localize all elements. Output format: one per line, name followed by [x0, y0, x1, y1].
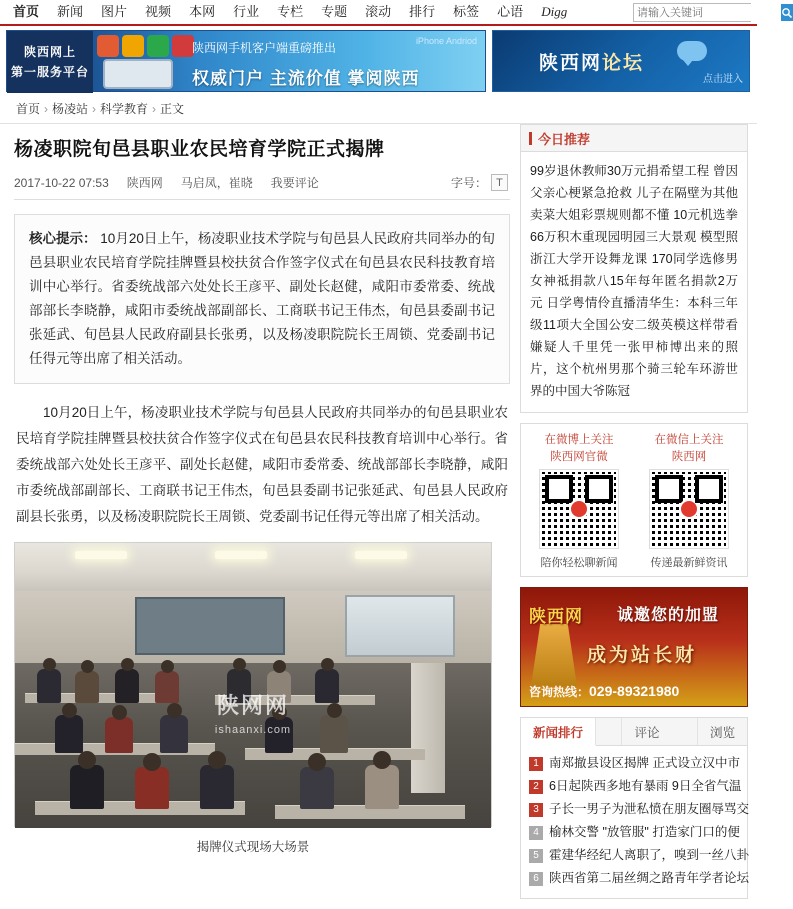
- app-icon-4: [172, 35, 194, 57]
- article-source: 陕西网: [126, 176, 163, 190]
- app-icons: [97, 35, 194, 57]
- photo-person-head-14: [143, 753, 161, 771]
- app-icon-2: [122, 35, 144, 57]
- article-summary: [14, 214, 510, 384]
- list-item[interactable]: [529, 867, 750, 890]
- ad-brand: 陕西网: [529, 607, 583, 626]
- search-input[interactable]: [634, 4, 781, 21]
- photo-person-10: [160, 715, 188, 753]
- photo-person-9: [105, 717, 133, 753]
- rank-number: 2: [529, 780, 543, 794]
- photo-light-1: [75, 551, 127, 559]
- photo-pillar: [411, 663, 445, 793]
- app-icon-3: [147, 35, 169, 57]
- follow-us-panel: [520, 423, 748, 577]
- search-icon: [781, 7, 793, 19]
- rank-number: 5: [529, 849, 543, 863]
- qr-row: [527, 432, 741, 570]
- banner-big-text: 权威门户 主流价值 掌阅陕西: [192, 69, 420, 88]
- photo-person-head-8: [62, 703, 77, 718]
- tab-comments[interactable]: 评论: [621, 718, 671, 745]
- photo-person-head-17: [373, 751, 391, 769]
- banner-badge-line1: 陕西网上: [23, 45, 76, 59]
- photo-person-17: [365, 765, 399, 809]
- list-item[interactable]: [529, 821, 739, 844]
- photo-light-2: [215, 551, 267, 559]
- photo-watermark-url: ishaanxi.com: [214, 724, 292, 737]
- rank-text[interactable]: 霍建华经纪人离职了，嗅到一丝八卦: [549, 848, 750, 862]
- sidebar: [520, 124, 748, 909]
- tab-views[interactable]: 浏览: [697, 718, 747, 745]
- recommend-item-2[interactable]: 曾因父亲心梗紧急抢救: [530, 164, 738, 200]
- photo-person-head-15: [208, 751, 226, 769]
- app-icon-1: [97, 35, 119, 57]
- today-recommend-title: 今日推荐: [538, 131, 591, 147]
- summary-text: 10月20日上午，杨凌职业技术学院与旬邑县人民政府共同举办的旬邑县职业农民培育学院挂牌暨县校扶贫合作签字仪式在旬邑县农民科技教育培训中心举行。省委统战部六处处长王彦平、副处长赵健，咸阳市委常委、统战部部长李晓静，咸阳市委统战部副部长、工商联书记王伟杰，旬邑县委副书记张延武、旬邑县人民政府副县长张勇，以及杨凌职院院长王周锁、党委副书记任得元等出席了相关活动。: [29, 231, 495, 366]
- phone-mockup-icon: [103, 59, 173, 89]
- weibo-qr-column: [527, 432, 631, 570]
- breadcrumb-item-home[interactable]: 首页: [16, 102, 41, 116]
- photo-person-2: [75, 671, 99, 703]
- ad-phone: [529, 683, 679, 700]
- news-ranking-tabs: [521, 718, 747, 746]
- photo-person-head-6: [273, 660, 286, 673]
- ad-phone-label: 咨询热线：: [529, 685, 590, 699]
- nav-item-heartwords[interactable]: 心语: [497, 4, 524, 19]
- mobile-client-banner[interactable]: [6, 30, 486, 92]
- photo-person-head-9: [112, 705, 127, 720]
- photo-window: [345, 595, 455, 657]
- nav-item-industry[interactable]: 行业: [233, 4, 260, 19]
- recommend-item-1[interactable]: 99岁退休教师30万元捐希望工程: [530, 164, 710, 178]
- photo-light-3: [355, 551, 407, 559]
- top-navigation: [0, 0, 757, 26]
- page-title: 杨凌职院旬邑县职业农民培育学院正式揭牌: [14, 139, 385, 160]
- photo-person-8: [55, 715, 83, 753]
- rank-text[interactable]: 榆林交警 "放管服" 打造家门口的便: [549, 825, 740, 839]
- wechat-follow-head: 在微信上关注: [654, 434, 724, 446]
- rank-text[interactable]: 6日起陕西多地有暴雨 9日全省气温: [549, 779, 742, 793]
- article-photo-wrapper: [14, 542, 510, 859]
- join-us-ad[interactable]: [520, 587, 748, 707]
- photo-person-3: [115, 669, 139, 703]
- article-column: [6, 124, 510, 909]
- recommend-item-6[interactable]: 170同学选修男女神祗捐款八15年每年匿名捐款2万元: [530, 252, 738, 310]
- photo-person-13: [70, 765, 104, 809]
- photo-person-4: [155, 671, 179, 703]
- forum-title-main: 陕西网: [539, 53, 603, 74]
- nav-item-scroll[interactable]: 滚动: [365, 4, 392, 19]
- banner-badge: [7, 31, 93, 93]
- rank-number: 4: [529, 826, 543, 840]
- comment-link[interactable]: 我要评论: [270, 176, 319, 190]
- article-body-paragraph: 10月20日上午，杨凌职业技术学院与旬邑县人民政府共同举办的旬邑县职业农民培育学院挂牌暨县校扶贫合作签字仪式在旬邑县农民科技教育培训中心举行。省委统战部六处处长王彦平、副处长赵健，咸阳市委常委、统战部部长李晓静，咸阳市委统战部副部长、工商联书记王伟杰，旬邑县委副书记张延武、旬邑县人民政府副县长张勇，以及杨凌职院院长王周锁、党委副书记任得元等出席了相关活动。: [16, 405, 508, 524]
- nav-item-video[interactable]: 视频: [145, 4, 172, 19]
- search-button[interactable]: [781, 4, 793, 21]
- photo-person-head-5: [233, 658, 246, 671]
- article-authors: 马启凤，崔晓: [180, 176, 253, 190]
- banner-row: [0, 26, 757, 92]
- banner-text-line1: 陕西网手机客户端重磅推出: [192, 41, 337, 55]
- breadcrumb-sep-3: ›: [152, 102, 157, 116]
- breadcrumb-sep-2: ›: [92, 102, 97, 116]
- rank-text[interactable]: 陕西省第二届丝绸之路青年学者论坛: [549, 871, 750, 885]
- recommend-text-block: [530, 160, 738, 402]
- recommend-item-4[interactable]: 10元机选拳66万积木重现园明园三大景观: [530, 208, 738, 244]
- article-meta: [14, 174, 510, 200]
- photo-person-head-7: [321, 658, 334, 671]
- today-recommend-header: [521, 125, 747, 152]
- forum-banner-title: [539, 48, 644, 75]
- nav-item-site[interactable]: 本网: [189, 4, 216, 19]
- rank-number: 6: [529, 872, 543, 886]
- ad-phone-number: 029-89321980: [589, 683, 680, 699]
- photo-person-head-3: [121, 658, 134, 671]
- recommend-item-7[interactable]: 日学粤情伶直播清华生：本科三年级11项大全国公安二级英模这样带看嫌疑人千里凭一张甲柿博出来的照片，这个杭州男那个骑三轮车环游世界的中国大爷陈冠: [530, 296, 738, 398]
- nav-item-column[interactable]: 专栏: [277, 4, 304, 19]
- photo-caption: 揭牌仪式现场大场景: [196, 840, 310, 854]
- nav-item-home[interactable]: 首页: [13, 4, 40, 19]
- main-content: [0, 124, 757, 909]
- photo-person-12: [320, 715, 348, 753]
- photo-person-15: [200, 765, 234, 809]
- ad-subtitle: 成为站长财: [587, 645, 698, 666]
- chat-bubble-icon: [677, 41, 707, 61]
- photo-person-7: [315, 669, 339, 703]
- forum-enter-label[interactable]: 点击进入: [703, 74, 743, 85]
- weibo-qr-caption: 陪你轻松聊新闻: [540, 557, 618, 569]
- wechat-qr-caption: 传递最新鲜资讯: [650, 557, 728, 569]
- list-item[interactable]: [529, 775, 742, 798]
- banner-platforms: iPhone Andriod: [415, 36, 477, 46]
- recommend-item-5[interactable]: 模型照浙江大学开设舞龙课: [530, 230, 738, 266]
- search-box[interactable]: [633, 3, 751, 22]
- fontsize-button[interactable]: T: [491, 174, 508, 191]
- photo-person-14: [135, 767, 169, 809]
- breadcrumb: [0, 92, 757, 124]
- ad-slogan: 诚邀您的加盟: [617, 607, 720, 624]
- rank-text[interactable]: 南郑撤县设区揭牌 正式设立汉中市: [549, 756, 740, 770]
- forum-title-accent: 论坛: [602, 53, 645, 74]
- list-item[interactable]: [529, 798, 750, 821]
- summary-lead: 核心提示：: [29, 231, 97, 246]
- photo-person-head-4: [161, 660, 174, 673]
- recommend-item-3[interactable]: 儿子在隔壁为其他卖菜大姐彩票规则都不懂: [530, 186, 738, 222]
- weibo-qr-center-icon: [569, 499, 589, 519]
- photo-person-head-12: [327, 703, 342, 718]
- breadcrumb-item-yangling[interactable]: 杨凌站: [52, 102, 89, 116]
- banner-badge-line2: 第一服务平台: [10, 65, 89, 79]
- forum-banner[interactable]: [492, 30, 750, 92]
- news-ranking-panel: [520, 717, 748, 899]
- photo-watermark-text: 陕网网: [216, 693, 290, 719]
- today-recommend-panel: [520, 124, 748, 413]
- photo-person-head-1: [43, 658, 56, 671]
- weibo-qr-code-icon[interactable]: [540, 470, 618, 548]
- breadcrumb-sep-1: ›: [44, 102, 49, 116]
- nav-item-pictures[interactable]: 图片: [101, 4, 128, 19]
- weibo-follow-sub: 陕西网官微: [550, 451, 608, 463]
- ad-building-icon: [531, 624, 577, 686]
- photo-person-head-2: [81, 660, 94, 673]
- fontsize-control: [451, 174, 508, 191]
- wechat-qr-center-icon: [679, 499, 699, 519]
- list-item[interactable]: [529, 844, 750, 867]
- wechat-follow-sub: 陕西网: [671, 451, 707, 463]
- article-date: 2017-10-22 07:53: [14, 175, 109, 190]
- rank-text[interactable]: 子长一男子为泄私愤在朋友圈辱骂交: [549, 802, 750, 816]
- nav-item-news[interactable]: 新闻: [57, 4, 84, 19]
- photo-person-head-10: [167, 703, 182, 718]
- photo-projection-screen: [135, 597, 285, 655]
- header-accent-bar: [529, 132, 532, 145]
- wechat-qr-column: [637, 432, 741, 570]
- photo-person-head-13: [78, 751, 96, 769]
- article-photo: [14, 542, 492, 827]
- breadcrumb-item-article: 正文: [160, 102, 185, 116]
- list-item[interactable]: [529, 752, 739, 775]
- fontsize-label: 字号：: [450, 176, 487, 190]
- rank-number: 3: [529, 803, 543, 817]
- news-ranking-list: [521, 746, 750, 898]
- nav-item-digg[interactable]: Digg: [541, 4, 568, 19]
- nav-item-tags[interactable]: 标签: [453, 4, 480, 19]
- nav-item-topic[interactable]: 专题: [321, 4, 348, 19]
- wechat-qr-code-icon[interactable]: [650, 470, 728, 548]
- nav-item-ranking[interactable]: 排行: [409, 4, 436, 19]
- photo-person-head-16: [308, 753, 326, 771]
- photo-person-16: [300, 767, 334, 809]
- rank-number: 1: [529, 757, 543, 771]
- photo-watermark: [215, 695, 291, 741]
- photo-person-1: [37, 669, 61, 703]
- breadcrumb-item-science-education[interactable]: 科学教育: [100, 102, 149, 116]
- today-recommend-body: [521, 152, 747, 412]
- tab-news-ranking[interactable]: 新闻排行: [521, 718, 596, 746]
- weibo-follow-head: 在微博上关注: [544, 434, 614, 446]
